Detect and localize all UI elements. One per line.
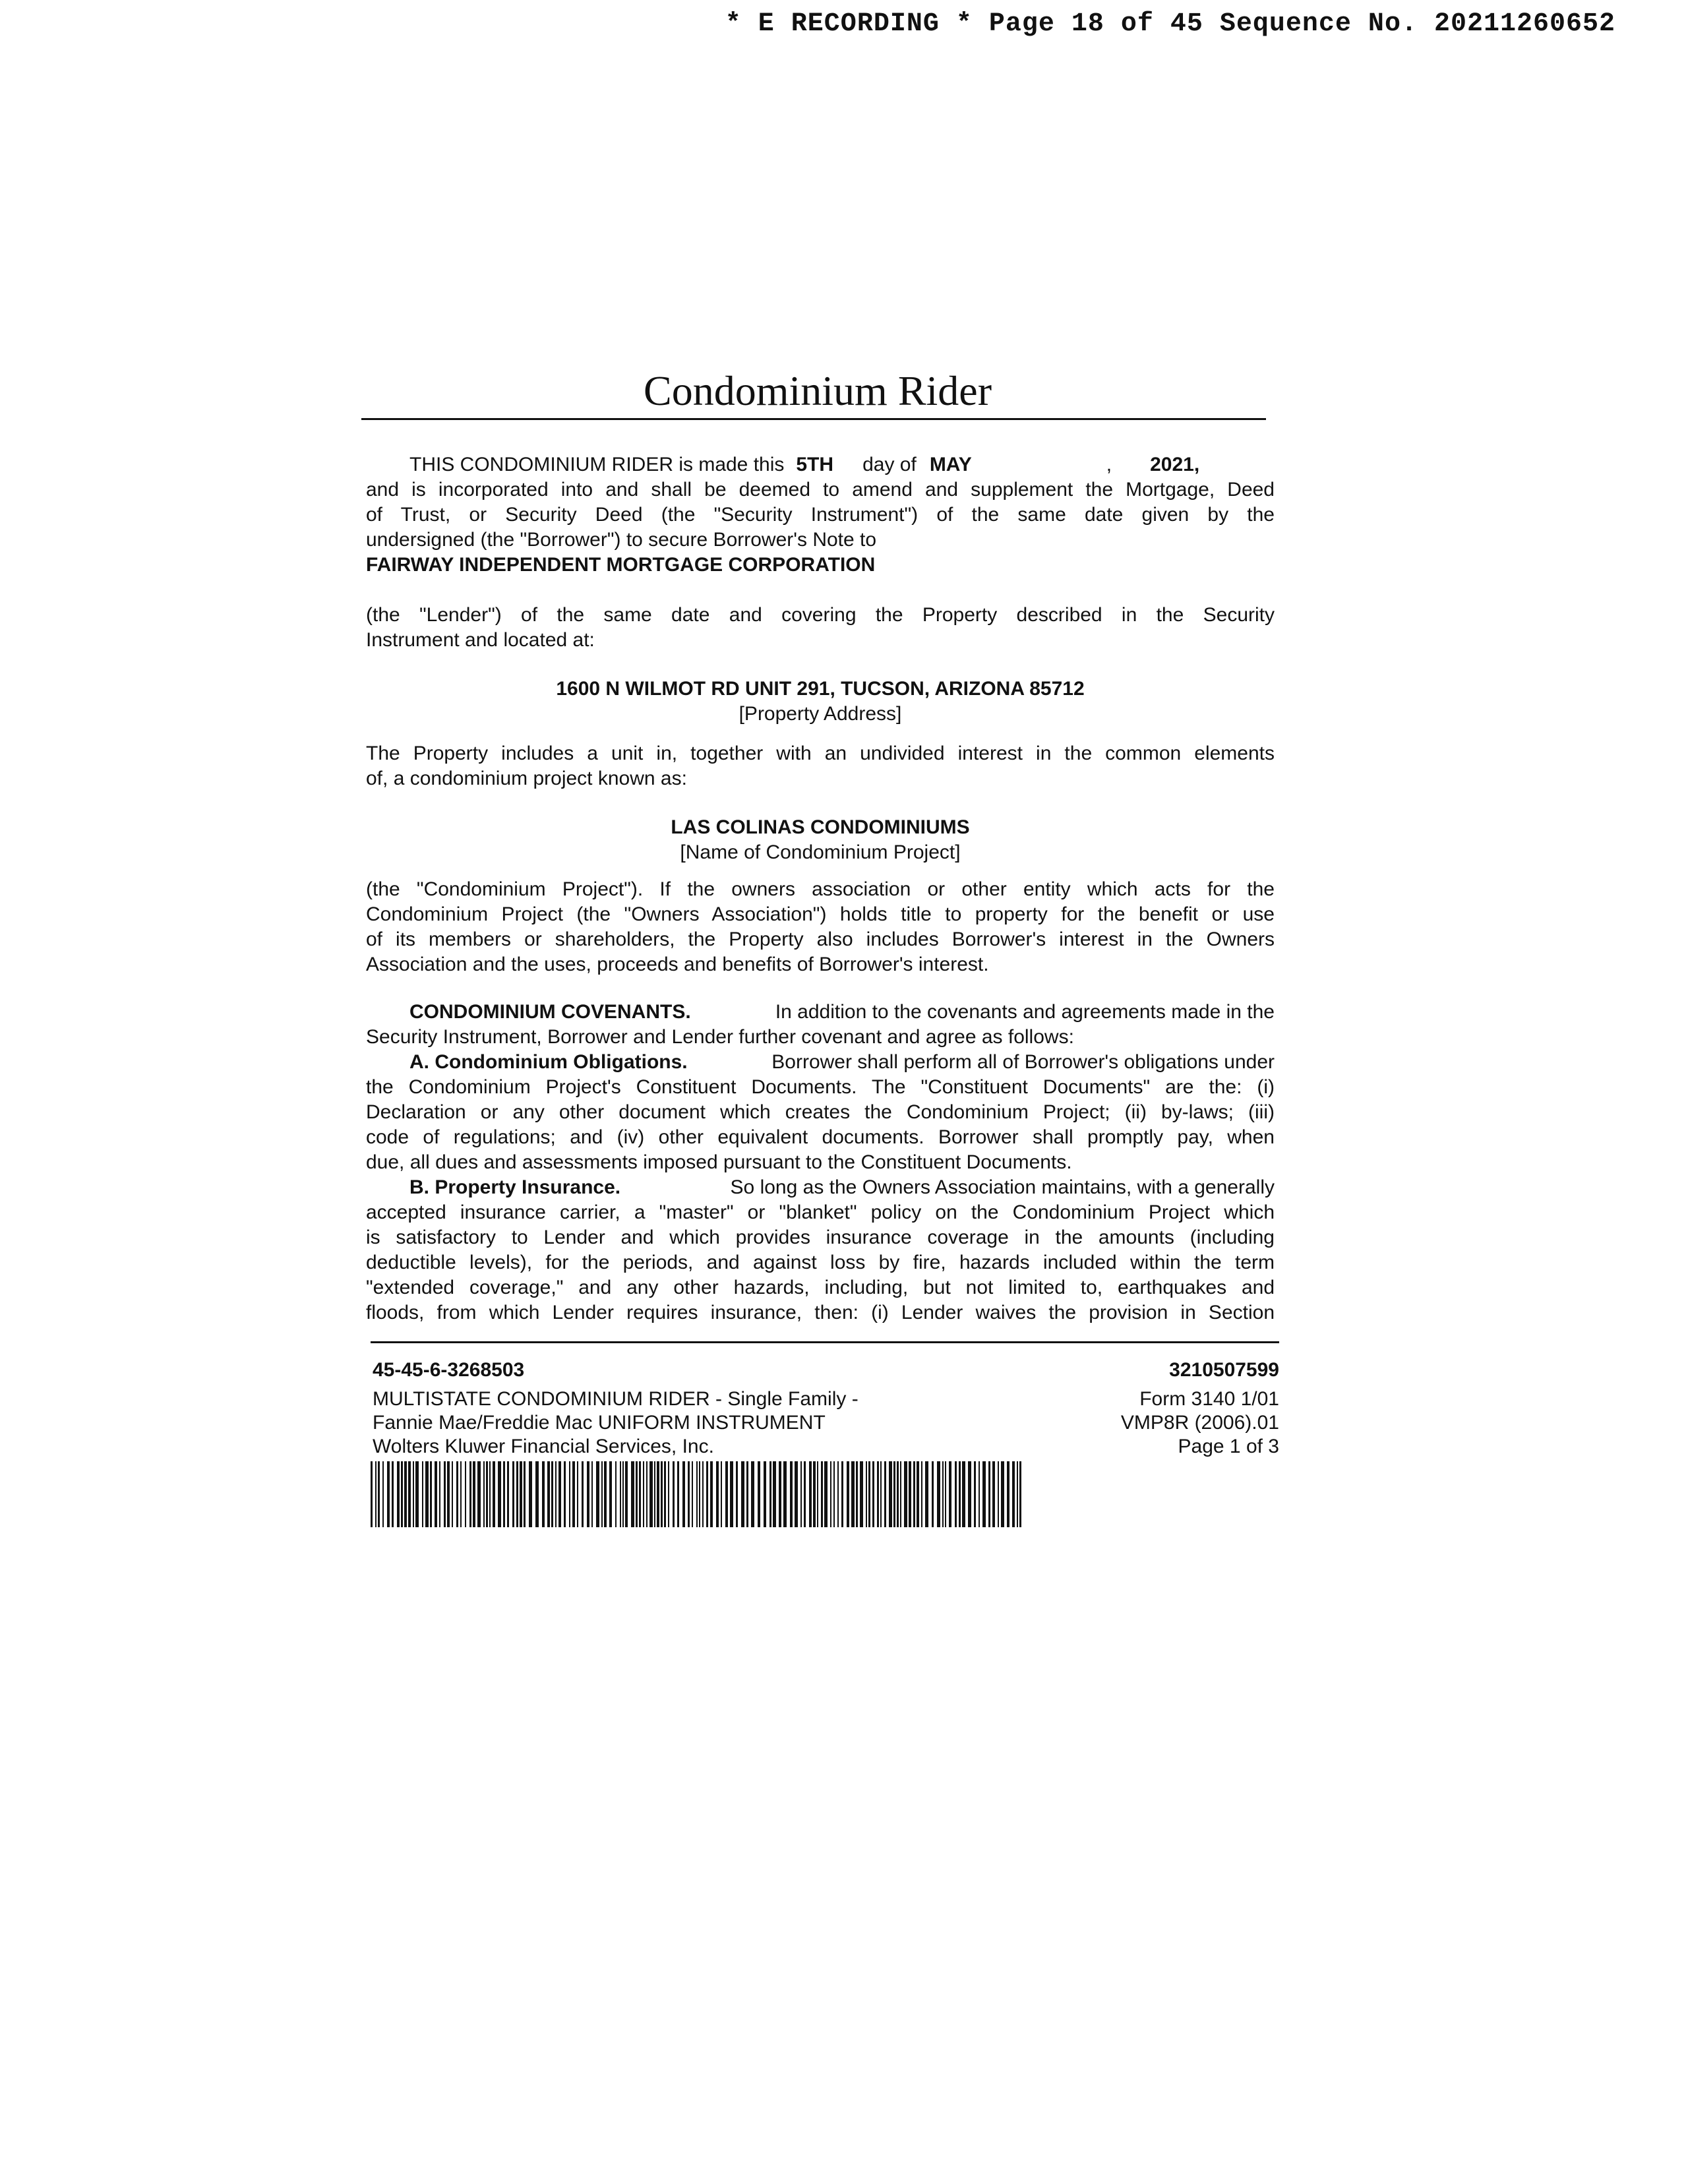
barcode-bar bbox=[439, 1461, 440, 1527]
barcode-bar bbox=[830, 1461, 831, 1527]
barcode-bar bbox=[702, 1461, 704, 1527]
barcode-bar bbox=[746, 1461, 748, 1527]
section-b-line: deductible levels), for the periods, and against loss by fire, hazards included within the term bbox=[366, 1252, 1275, 1273]
lender-line-1: (the "Lender") of the same date and covering the Property described in the Security bbox=[366, 604, 1275, 626]
barcode-bar bbox=[664, 1461, 666, 1527]
barcode-bar bbox=[620, 1461, 621, 1527]
section-a-line: due, all dues and assessments imposed pursuant to the Constituent Documents. bbox=[366, 1151, 1072, 1173]
includes-line-2: of, a condominium project known as: bbox=[366, 768, 687, 789]
barcode-bar bbox=[758, 1461, 760, 1527]
intro-line-3: of Trust, or Security Deed (the "Security Instrument") of the same date given by the bbox=[366, 504, 1275, 526]
barcode-bar bbox=[1007, 1461, 1010, 1527]
barcode-bar bbox=[909, 1461, 911, 1527]
property-address-label: [Property Address] bbox=[738, 703, 902, 725]
title-rule bbox=[361, 418, 1266, 420]
barcode-bar bbox=[790, 1461, 793, 1527]
barcode-bar bbox=[486, 1461, 488, 1527]
barcode-bar bbox=[1019, 1461, 1021, 1527]
section-a-heading: A. Condominium Obligations. bbox=[409, 1051, 688, 1073]
covenants-first-line bbox=[366, 1000, 1275, 1025]
barcode-bar bbox=[503, 1461, 505, 1527]
barcode-bar bbox=[435, 1461, 437, 1527]
barcode-bar bbox=[422, 1461, 423, 1527]
barcode-bar bbox=[387, 1461, 390, 1527]
instrument-name: Fannie Mae/Freddie Mac UNIFORM INSTRUMENT bbox=[373, 1412, 826, 1434]
barcode-bar bbox=[677, 1461, 679, 1527]
barcode-bar bbox=[851, 1461, 855, 1527]
barcode-bar bbox=[649, 1461, 653, 1527]
barcode-bar bbox=[489, 1461, 491, 1527]
intro-month: MAY bbox=[929, 454, 972, 475]
barcode-bar bbox=[889, 1461, 892, 1527]
barcode-bar bbox=[841, 1461, 843, 1527]
section-b-line: is satisfactory to Lender and which provides insurance coverage in the amounts (including bbox=[366, 1227, 1275, 1248]
barcode-bar bbox=[493, 1461, 495, 1527]
barcode-bar bbox=[998, 1461, 999, 1527]
barcode-bar bbox=[741, 1461, 744, 1527]
barcode-bar bbox=[880, 1461, 882, 1527]
covenants-line-2: Security Instrument, Borrower and Lender further covenant and agree as follows: bbox=[366, 1026, 1074, 1048]
barcode-bar bbox=[636, 1461, 638, 1527]
footer-rule bbox=[371, 1341, 1279, 1343]
barcode-bar bbox=[520, 1461, 522, 1527]
barcode-bar bbox=[404, 1461, 407, 1527]
barcode-bar bbox=[477, 1461, 481, 1527]
barcode-bar bbox=[375, 1461, 377, 1527]
barcode-bar bbox=[725, 1461, 728, 1527]
barcode-bar bbox=[699, 1461, 700, 1527]
barcode-bar bbox=[558, 1461, 561, 1527]
barcode-bar bbox=[524, 1461, 526, 1527]
barcode-bar bbox=[692, 1461, 693, 1527]
barcode-bar bbox=[378, 1461, 380, 1527]
barcode-bar bbox=[596, 1461, 599, 1527]
barcode-bar bbox=[401, 1461, 403, 1527]
lender-paragraph bbox=[366, 603, 1275, 653]
barcode-bar bbox=[371, 1461, 373, 1527]
intro-paragraph bbox=[366, 452, 1275, 578]
barcode-bar bbox=[721, 1461, 722, 1527]
page-indicator: Page 1 of 3 bbox=[1178, 1436, 1279, 1457]
barcode-bar bbox=[601, 1461, 603, 1527]
barcode-bar bbox=[577, 1461, 578, 1527]
covenants-heading: CONDOMINIUM COVENANTS. bbox=[409, 1001, 691, 1023]
barcode-bar bbox=[900, 1461, 901, 1527]
section-b-rest: So long as the Owners Association maintains, with a generally bbox=[730, 1176, 1275, 1198]
barcode-bar bbox=[979, 1461, 980, 1527]
section-a-line: the Condominium Project's Constituent Documents. The "Constituent Documents" are the: (i) bbox=[366, 1076, 1275, 1098]
barcode-bar bbox=[631, 1461, 634, 1527]
barcode-bar bbox=[696, 1461, 698, 1527]
property-address: 1600 N WILMOT RD UNIT 291, TUCSON, ARIZONA 85712 bbox=[556, 678, 1085, 700]
project-paragraph bbox=[366, 877, 1275, 977]
barcode-bar bbox=[716, 1461, 719, 1527]
barcode-bar bbox=[860, 1461, 863, 1527]
barcode-bar bbox=[483, 1461, 485, 1527]
intro-prefix: THIS CONDOMINIUM RIDER is made this bbox=[409, 454, 785, 475]
barcode-bar bbox=[968, 1461, 971, 1527]
barcode-bar bbox=[800, 1461, 802, 1527]
intro-year: 2021, bbox=[1150, 454, 1200, 475]
barcode-bar bbox=[473, 1461, 475, 1527]
barcode-bar bbox=[555, 1461, 557, 1527]
barcode-bar bbox=[982, 1461, 986, 1527]
barcode-bar bbox=[469, 1461, 471, 1527]
property-address-block bbox=[366, 677, 1275, 727]
section-a-line: Declaration or any other document which creates the Condominium Project; (ii) by-laws; (iii) bbox=[366, 1101, 1275, 1123]
barcode-bar bbox=[657, 1461, 659, 1527]
section-b-first-line bbox=[366, 1175, 1275, 1200]
barcode-bar bbox=[392, 1461, 394, 1527]
barcode-bar bbox=[661, 1461, 663, 1527]
barcode-bar bbox=[866, 1461, 867, 1527]
lender-line-2: Instrument and located at: bbox=[366, 629, 595, 651]
loan-code: 45-45-6-3268503 bbox=[373, 1359, 525, 1381]
barcode-bar bbox=[773, 1461, 776, 1527]
barcode-bar bbox=[813, 1461, 816, 1527]
barcode-bar bbox=[625, 1461, 628, 1527]
barcode-bar bbox=[643, 1461, 644, 1527]
barcode-bar bbox=[688, 1461, 690, 1527]
project-name-label: [Name of Condominium Project] bbox=[680, 841, 961, 863]
barcode-bar bbox=[516, 1461, 518, 1527]
barcode-bar bbox=[945, 1461, 946, 1527]
barcode-bar bbox=[868, 1461, 870, 1527]
barcode-bar bbox=[512, 1461, 514, 1527]
includes-line-1: The Property includes a unit in, together with an undivided interest in the common elements bbox=[366, 743, 1275, 764]
barcode-bar bbox=[817, 1461, 818, 1527]
barcode-bar bbox=[615, 1461, 617, 1527]
project-line: Association and the uses, proceeds and benefits of Borrower's interest. bbox=[366, 954, 989, 975]
section-a-rest: Borrower shall perform all of Borrower's obligations under bbox=[771, 1051, 1275, 1073]
document-title: Condominium Rider bbox=[644, 367, 992, 414]
form-number: Form 3140 1/01 bbox=[1139, 1388, 1279, 1410]
project-line: Condominium Project (the "Owners Association") holds title to property for the benefit or use bbox=[366, 903, 1275, 925]
barcode-bar bbox=[587, 1461, 589, 1527]
barcode-bar bbox=[821, 1461, 823, 1527]
barcode-bar bbox=[955, 1461, 957, 1527]
barcode-bar bbox=[430, 1461, 432, 1527]
barcode-bar bbox=[456, 1461, 458, 1527]
barcode-bar bbox=[507, 1461, 509, 1527]
barcode-bar bbox=[917, 1461, 919, 1527]
loan-number: 3210507599 bbox=[1169, 1359, 1279, 1381]
barcode-bar bbox=[604, 1461, 607, 1527]
barcode-bar bbox=[529, 1461, 532, 1527]
section-b-line: "extended coverage," and any other hazards, including, but not limited to, earthquakes and bbox=[366, 1277, 1275, 1298]
barcode-bar bbox=[535, 1461, 539, 1527]
barcode-bar bbox=[572, 1461, 575, 1527]
barcode-bar bbox=[937, 1461, 940, 1527]
barcode-bar bbox=[904, 1461, 907, 1527]
section-b-line: floods, from which Lender requires insurance, then: (i) Lender waives the provision in Section bbox=[366, 1302, 1275, 1323]
barcode-bar bbox=[408, 1461, 411, 1527]
barcode-bar bbox=[564, 1461, 566, 1527]
barcode-bar bbox=[949, 1461, 951, 1527]
barcode-bar bbox=[415, 1461, 419, 1527]
barcode-bar bbox=[639, 1461, 641, 1527]
project-name: LAS COLINAS CONDOMINIUMS bbox=[671, 816, 970, 838]
barcode-bar bbox=[824, 1461, 828, 1527]
barcode-bar bbox=[465, 1461, 466, 1527]
lender-name: FAIRWAY INDEPENDENT MORTGAGE CORPORATION bbox=[366, 554, 876, 576]
project-line: (the "Condominium Project"). If the owners association or other entity which acts for the bbox=[366, 878, 1275, 900]
barcode-bar bbox=[913, 1461, 915, 1527]
intro-line-4: undersigned (the "Borrower") to secure Borrower's Note to bbox=[366, 529, 877, 551]
barcode-bar bbox=[413, 1461, 414, 1527]
barcode bbox=[371, 1461, 1027, 1527]
barcode-bar bbox=[751, 1461, 754, 1527]
barcode-bar bbox=[382, 1461, 384, 1527]
section-a-first-line bbox=[366, 1050, 1275, 1075]
barcode-bar bbox=[804, 1461, 806, 1527]
intro-day-of: day of bbox=[862, 454, 917, 475]
barcode-bar bbox=[730, 1461, 733, 1527]
barcode-bar bbox=[856, 1461, 858, 1527]
barcode-bar bbox=[992, 1461, 995, 1527]
barcode-bar bbox=[591, 1461, 593, 1527]
barcode-bar bbox=[710, 1461, 713, 1527]
barcode-bar bbox=[872, 1461, 874, 1527]
barcode-bar bbox=[609, 1461, 612, 1527]
barcode-bar bbox=[847, 1461, 849, 1527]
intro-day: 5TH bbox=[796, 454, 834, 475]
property-includes bbox=[366, 741, 1275, 791]
form-title: MULTISTATE CONDOMINIUM RIDER - Single Family - bbox=[373, 1388, 859, 1410]
barcode-bar bbox=[837, 1461, 839, 1527]
covenants-heading-rest: In addition to the covenants and agreements made in the bbox=[775, 1001, 1275, 1023]
barcode-bar bbox=[1012, 1461, 1015, 1527]
barcode-bar bbox=[452, 1461, 453, 1527]
barcode-bar bbox=[932, 1461, 934, 1527]
barcode-bar bbox=[706, 1461, 708, 1527]
barcode-bar bbox=[809, 1461, 812, 1527]
project-name-block bbox=[366, 815, 1275, 865]
section-a-line: code of regulations; and (iv) other equivalent documents. Borrower shall promptly pay, when bbox=[366, 1126, 1275, 1148]
barcode-bar bbox=[974, 1461, 976, 1527]
barcode-bar bbox=[988, 1461, 990, 1527]
barcode-bar bbox=[884, 1461, 886, 1527]
barcode-bar bbox=[1017, 1461, 1018, 1527]
barcode-bar bbox=[646, 1461, 648, 1527]
barcode-bar bbox=[1001, 1461, 1004, 1527]
barcode-bar bbox=[795, 1461, 798, 1527]
barcode-bar bbox=[673, 1461, 675, 1527]
barcode-bar bbox=[962, 1461, 965, 1527]
project-line: of its members or shareholders, the Property also includes Borrower's interest in the Owners bbox=[366, 928, 1275, 950]
barcode-bar bbox=[668, 1461, 669, 1527]
barcode-bar bbox=[682, 1461, 685, 1527]
barcode-bar bbox=[460, 1461, 462, 1527]
barcode-bar bbox=[783, 1461, 787, 1527]
section-b-line: accepted insurance carrier, a "master" or "blanket" policy on the Condominium Project which bbox=[366, 1201, 1275, 1223]
barcode-bar bbox=[877, 1461, 879, 1527]
barcode-bar bbox=[654, 1461, 655, 1527]
barcode-bar bbox=[425, 1461, 429, 1527]
vmp-code: VMP8R (2006).01 bbox=[1120, 1412, 1279, 1434]
barcode-bar bbox=[736, 1461, 738, 1527]
publisher: Wolters Kluwer Financial Services, Inc. bbox=[373, 1436, 714, 1457]
barcode-bar bbox=[769, 1461, 771, 1527]
barcode-bar bbox=[893, 1461, 895, 1527]
barcode-bar bbox=[569, 1461, 570, 1527]
barcode-bar bbox=[444, 1461, 446, 1527]
covenants-section bbox=[366, 1000, 1275, 1325]
recording-header: * E RECORDING * Page 18 of 45 Sequence No. 20211260652 bbox=[725, 9, 1615, 39]
barcode-bar bbox=[622, 1461, 624, 1527]
intro-first-line bbox=[366, 452, 1275, 477]
footer-left bbox=[373, 1358, 966, 1459]
barcode-bar bbox=[582, 1461, 584, 1527]
barcode-bar bbox=[921, 1461, 922, 1527]
barcode-bar bbox=[959, 1461, 961, 1527]
barcode-bar bbox=[447, 1461, 450, 1527]
barcode-bar bbox=[397, 1461, 400, 1527]
barcode-bar bbox=[925, 1461, 928, 1527]
barcode-bar bbox=[542, 1461, 545, 1527]
intro-line-2: and is incorporated into and shall be deemed to amend and supplement the Mortgage, Deed bbox=[366, 479, 1275, 501]
barcode-bar bbox=[897, 1461, 899, 1527]
barcode-bar bbox=[764, 1461, 766, 1527]
barcode-bar bbox=[551, 1461, 553, 1527]
section-b-heading: B. Property Insurance. bbox=[409, 1176, 621, 1198]
barcode-bar bbox=[498, 1461, 501, 1527]
barcode-bar bbox=[779, 1461, 781, 1527]
intro-comma: , bbox=[1106, 454, 1112, 475]
barcode-bar bbox=[833, 1461, 835, 1527]
barcode-bar bbox=[942, 1461, 944, 1527]
barcode-bar bbox=[547, 1461, 550, 1527]
footer-right bbox=[1029, 1358, 1279, 1459]
